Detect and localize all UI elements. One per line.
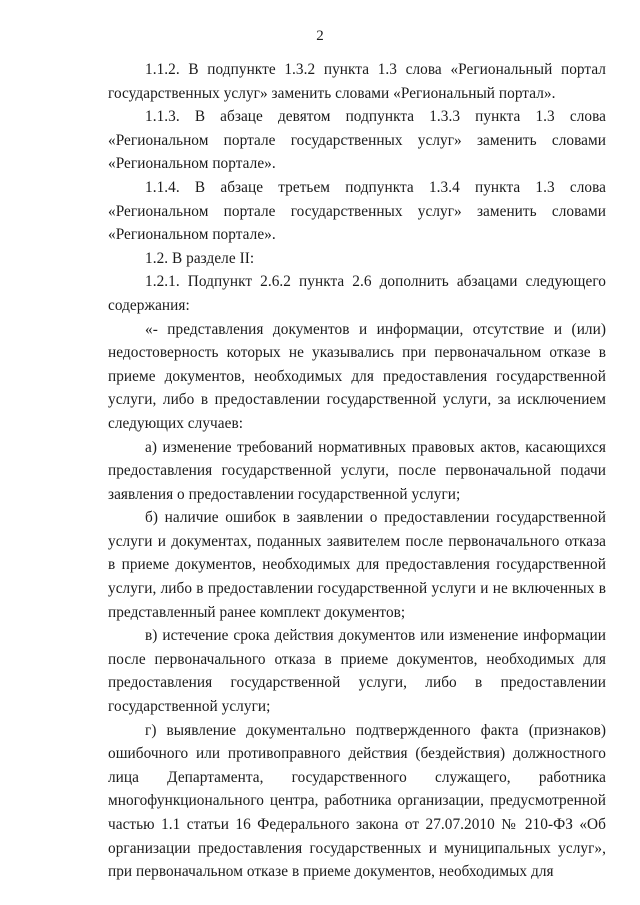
document-body [108, 58, 606, 884]
paragraph-item-a: а) изменение требований нормативных правовых актов, касающихся предоставления государственной услуги, после первоначальной подачи заявления о предоставлении государственной услуги; [108, 438, 606, 503]
paragraph-1-1-4: 1.1.4. В абзаце третьем подпункта 1.3.4 пункта 1.3 слова «Региональном портале государственных услуг» заменить словами «Региональном портале». [108, 178, 606, 244]
paragraph-1-2-1: 1.2.1. Подпункт 2.6.2 пункта 2.6 дополнить абзацами следующего содержания: [108, 273, 606, 314]
paragraph-quote-intro: «- представления документов и информации, отсутствие и (или) недостоверность которых не указывались при первоначальном отказе в приеме документов, необходимых для предоставления государственной услуги, либо в предоставлении государственной услуги, за исключением следующих случаев: [108, 320, 606, 432]
page-number: 2 [316, 28, 324, 44]
paragraph-1-1-2: 1.1.2. В подпункте 1.3.2 пункта 1.3 слова «Региональный портал государственных услуг» заменить словами «Региональный портал». [108, 61, 606, 102]
paragraph-item-g: г) выявление документально подтвержденного факта (признаков) ошибочного или противоправного действия (бездействия) должностного лица Департамента, государственного служащего, работника многофункционального центра, работника организации, предусмотренной частью 1.1 статьи 16 Федерального закона от 27.07.2010 № 210-ФЗ «Об организации предоставления государственных и муниципальных услуг», при первоначальном отказе в приеме документов, необходимых для [108, 721, 606, 881]
paragraph-item-b: б) наличие ошибок в заявлении о предоставлении государственной услуги и документах, поданных заявителем после первоначального отказа в приеме документов, необходимых для предоставления государственной услуги, либо в предоставлении государственной услуги и не включенных в представленный ранее комплект документов; [108, 509, 606, 621]
paragraph-1-1-3: 1.1.3. В абзаце девятом подпункта 1.3.3 пункта 1.3 слова «Региональном портале государственных услуг» заменить словами «Региональном портале». [108, 108, 606, 173]
paragraph-item-v: в) истечение срока действия документов или изменение информации после первоначального отказа в приеме документов, необходимых для предоставления государственной услуги, либо в предоставлении государственной услуги; [108, 627, 606, 716]
paragraph-1-2: 1.2. В разделе II: [145, 249, 255, 267]
